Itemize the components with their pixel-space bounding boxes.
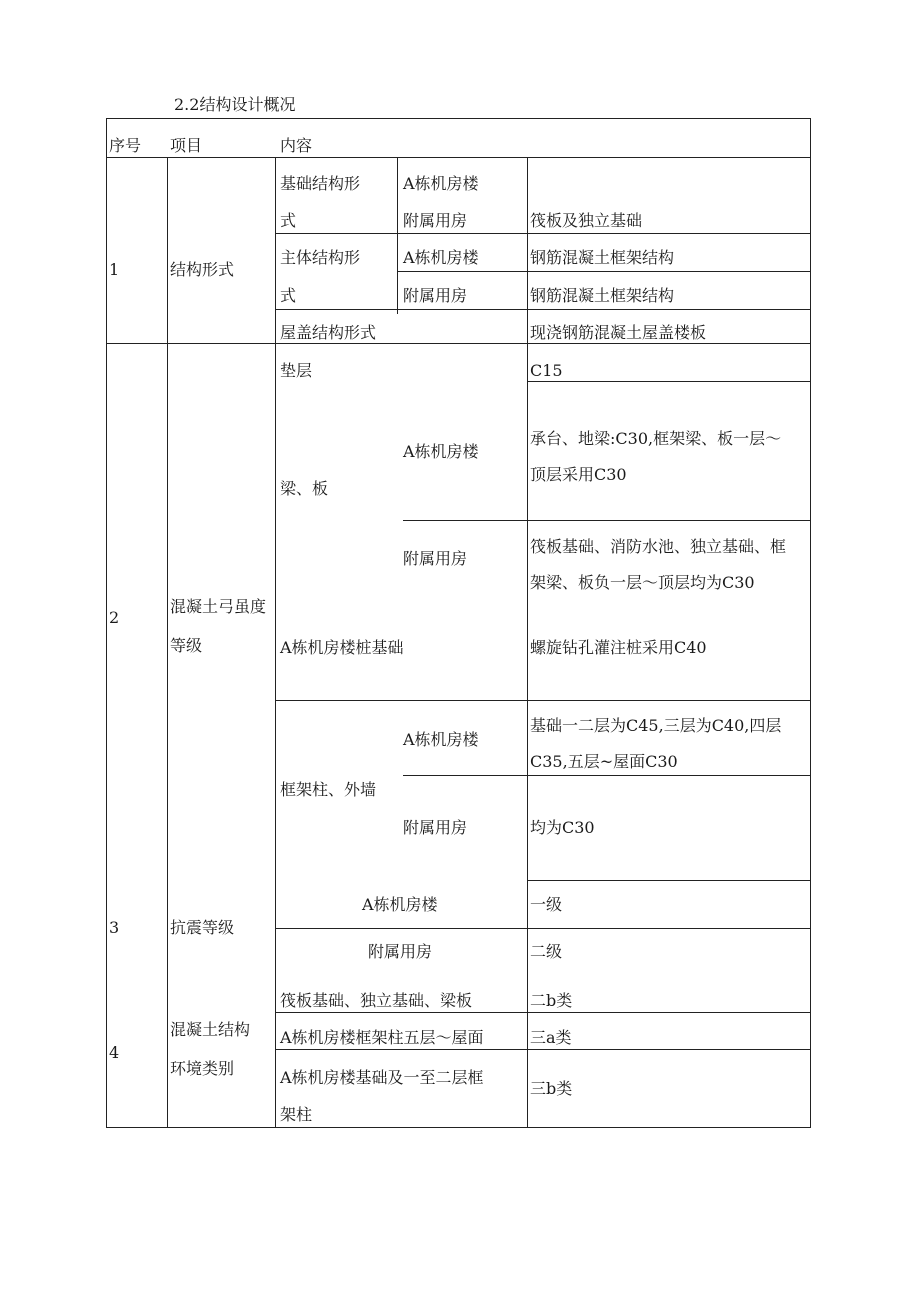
r3-a-label: A栋机房楼 [362, 895, 438, 914]
header-content: 内容 [280, 136, 313, 155]
r2-beam-a-value-1: 承台、地梁:C30,框架梁、板一层〜 [530, 429, 782, 448]
r1-foundation-a: A栋机房楼 [403, 174, 479, 193]
r2-col-a-label: A栋机房楼 [403, 730, 479, 749]
r4-line-b [275, 1049, 811, 1050]
r2-line-beam [403, 520, 811, 521]
r1-main-label-2: 式 [280, 286, 297, 305]
r1-main-label-1: 主体结构形 [280, 248, 361, 267]
section-title: 2.2结构设计概况 [174, 95, 296, 114]
r4-e3-label-2: 架柱 [280, 1105, 313, 1124]
col-divider-no [167, 157, 168, 1128]
r1-line-c [275, 309, 811, 310]
r2-beam-annex-value-1: 筏板基础、消防水池、独立基础、框 [530, 537, 787, 556]
r2-beam-label: 梁、板 [280, 479, 329, 498]
r3-annex-value: 二级 [530, 942, 563, 961]
r1-foundation-annex: 附属用房 [403, 211, 468, 230]
r1-roof-label: 屋盖结构形式 [280, 323, 377, 342]
table-top-border [106, 118, 811, 119]
r2-item-2: 等级 [170, 636, 203, 655]
r1-main-annex: 附属用房 [403, 286, 468, 305]
header-no: 序号 [109, 136, 142, 155]
col-divider-value [527, 157, 528, 1128]
r2-beam-a-value-2: 顶层采用C30 [530, 465, 627, 484]
r1-main-annex-value: 钢筋混凝土框架结构 [530, 286, 675, 305]
r2-line-cushion [527, 381, 811, 382]
r4-e2-value: 三a类 [530, 1028, 572, 1047]
r1-foundation-label-1: 基础结构形 [280, 174, 361, 193]
r1-no: 1 [109, 260, 120, 279]
r2-no: 2 [109, 608, 120, 627]
r2-pile-value: 螺旋钻孔灌注桩采用C40 [530, 638, 707, 657]
r1-line-a2 [275, 233, 811, 234]
r2-line-end [527, 880, 811, 881]
r3-annex-label: 附属用房 [368, 942, 433, 961]
r3-a-value: 一级 [530, 895, 563, 914]
r4-line-a [275, 1012, 811, 1013]
r2-beam-annex-value-2: 架梁、板负一层〜顶层均为C30 [530, 573, 755, 592]
r4-e1-label: 筏板基础、独立基础、梁板 [280, 991, 473, 1010]
r1-item: 结构形式 [170, 260, 235, 279]
row1-divider [106, 343, 811, 344]
r1-main-a-value: 钢筋混凝土框架结构 [530, 248, 675, 267]
r1-main-a: A栋机房楼 [403, 248, 479, 267]
r4-e2-label: A栋机房楼框架柱五层〜屋面 [280, 1028, 484, 1047]
r2-col-label: 框架柱、外墙 [280, 780, 377, 799]
r2-pile-label: A栋机房楼桩基础 [280, 638, 404, 657]
r2-beam-annex-label: 附属用房 [403, 549, 468, 568]
r2-col-annex-label: 附属用房 [403, 818, 468, 837]
r3-item: 抗震等级 [170, 918, 235, 937]
r2-col-a-value-1: 基础一二层为C45,三层为C40,四层 [530, 716, 782, 735]
r1-roof-value: 现浇钢筋混凝土屋盖楼板 [530, 323, 707, 342]
r2-cushion-value: C15 [530, 361, 563, 380]
r2-cushion-label: 垫层 [280, 361, 313, 380]
r2-col-annex-value: 均为C30 [530, 818, 595, 837]
r4-e3-value: 三b类 [530, 1079, 573, 1098]
r4-e3-label-1: A栋机房楼基础及一至二层框 [280, 1068, 484, 1087]
r1-foundation-value: 筏板及独立基础 [530, 211, 643, 230]
table-left-border [106, 118, 107, 1128]
r4-item-2: 环境类别 [170, 1059, 235, 1078]
col-divider-item [275, 157, 276, 1128]
r3-line [275, 928, 811, 929]
table-bottom-border [106, 1127, 811, 1128]
r1-sub-divider [397, 157, 398, 314]
r4-item-1: 混凝土结构 [170, 1020, 251, 1039]
header-divider [106, 157, 811, 158]
r2-line-col [403, 775, 811, 776]
r1-line-b [397, 271, 811, 272]
table-right-border [810, 118, 811, 1128]
header-item: 项目 [170, 136, 203, 155]
r3-no: 3 [109, 918, 120, 937]
r2-col-a-value-2: C35,五层~屋面C30 [530, 752, 678, 771]
r2-line-pile [275, 700, 811, 701]
r4-e1-value: 二b类 [530, 991, 573, 1010]
r1-foundation-label-2: 式 [280, 211, 297, 230]
r2-beam-a-label: A栋机房楼 [403, 442, 479, 461]
r2-item-1: 混凝土弓虽度 [170, 597, 267, 616]
r4-no: 4 [109, 1043, 120, 1062]
